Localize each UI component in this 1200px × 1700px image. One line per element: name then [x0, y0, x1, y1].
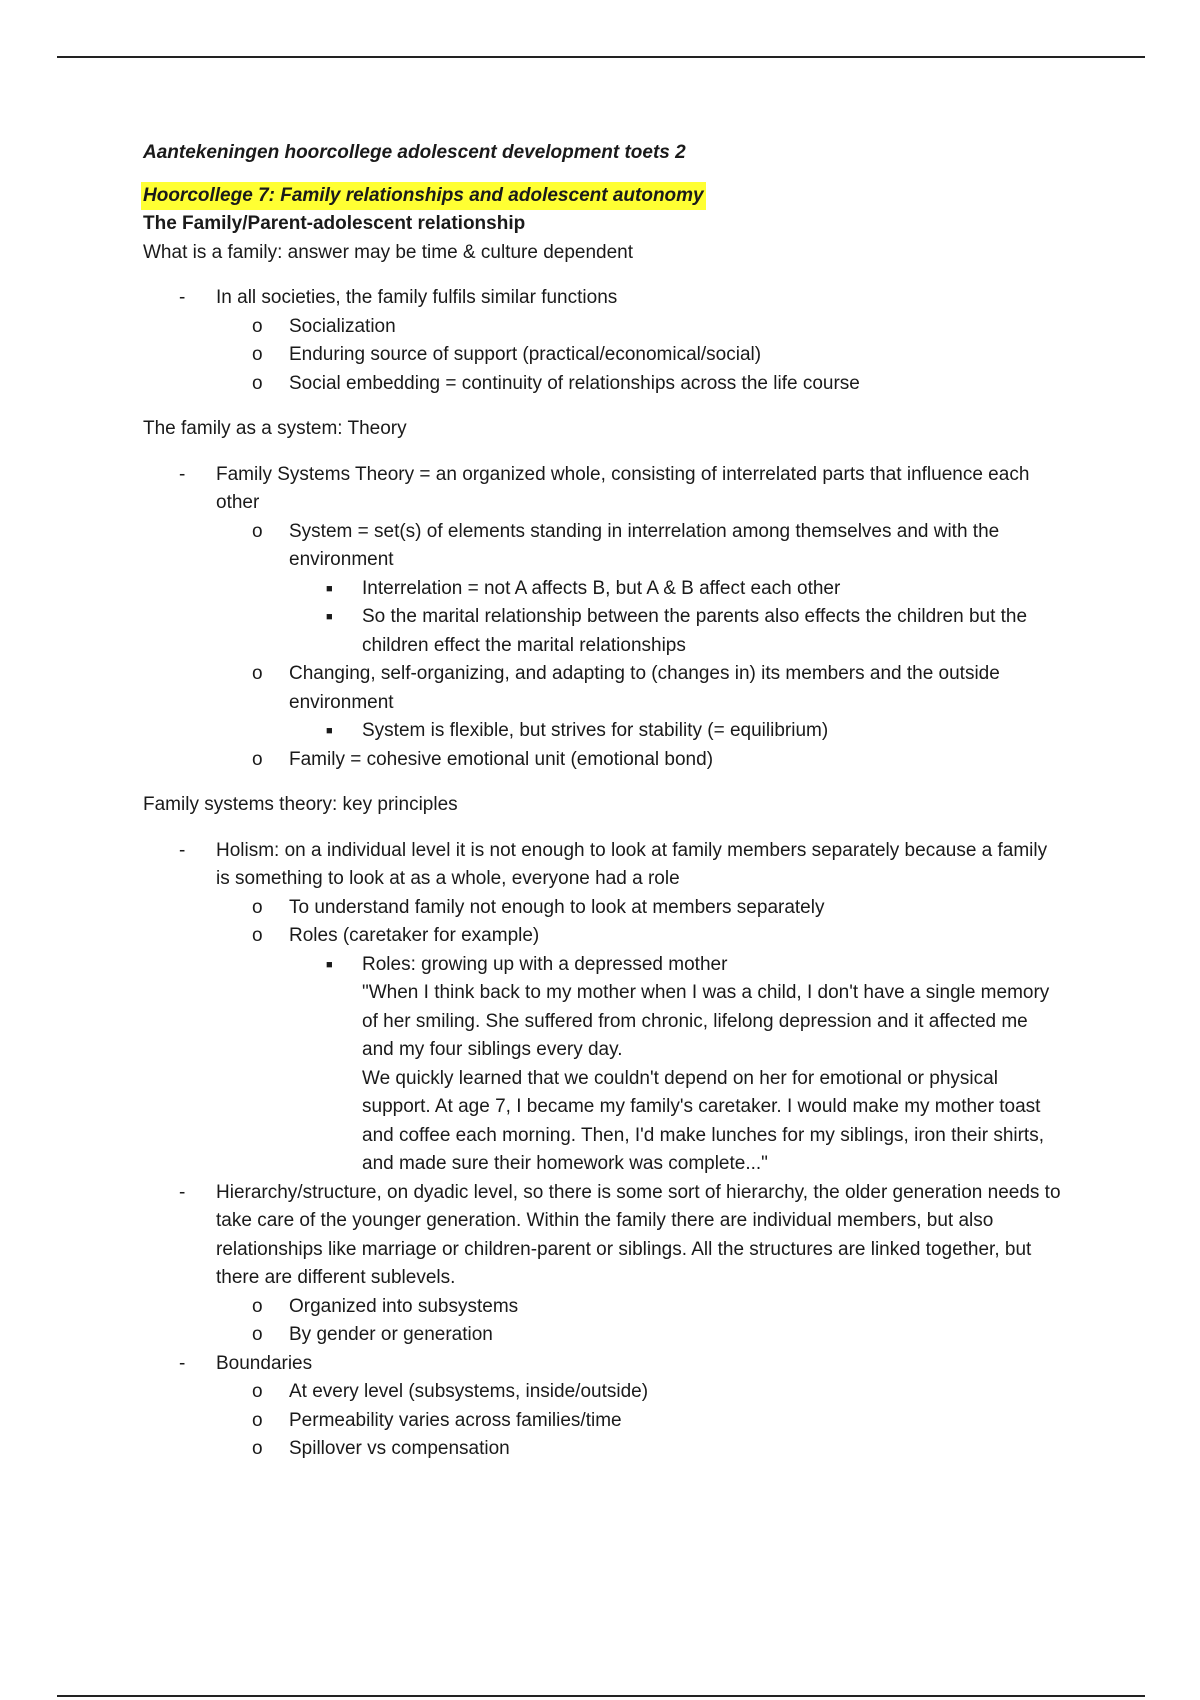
list-item: o Enduring source of support (practical/economical/social)	[143, 341, 1063, 370]
list-item: o Permeability varies across families/time	[143, 1407, 1063, 1436]
header-rule	[57, 56, 1145, 58]
list-item: - In all societies, the family fulfils similar functions	[143, 284, 1063, 313]
list-item: o Roles (caretaker for example)	[143, 922, 1063, 951]
list-item: ■ Interrelation = not A affects B, but A & B affect each other	[143, 575, 1063, 604]
circle-bullet-icon: o	[252, 344, 263, 365]
section-heading: The family as a system: Theory	[143, 418, 407, 439]
list-item: o Changing, self-organizing, and adapting to (changes in) its members and the outside environment	[143, 660, 1063, 717]
dash-bullet-icon: -	[179, 1181, 186, 1203]
dash-bullet-icon: -	[179, 287, 186, 308]
circle-bullet-icon: o	[252, 896, 263, 918]
dash-bullet-icon: -	[179, 463, 186, 485]
list-item: o Family = cohesive emotional unit (emotional bond)	[143, 746, 1063, 775]
circle-bullet-icon: o	[252, 748, 263, 770]
square-bullet-icon: ■	[326, 958, 333, 971]
circle-bullet-icon: o	[252, 925, 263, 946]
square-bullet-icon: ■	[326, 582, 333, 595]
circle-bullet-icon: o	[252, 663, 263, 684]
list-item: o Socialization	[143, 313, 1063, 342]
list-item: ■ System is flexible, but strives for stability (= equilibrium)	[143, 717, 1063, 746]
list-item: o At every level (subsystems, inside/outside)	[143, 1378, 1063, 1407]
list-item: - Hierarchy/structure, on dyadic level, so there is some sort of hierarchy, the older generation needs to take care of the younger generation. Within the family there are individual members, but also relationships like marriage or children-parent or siblings. All the structures are linked together, but there are different sublevels.	[143, 1179, 1063, 1293]
section-heading: The Family/Parent-adolescent relationship	[143, 213, 526, 234]
list-item: ■ Roles: growing up with a depressed mother	[143, 951, 1063, 980]
list-item: - Family Systems Theory = an organized whole, consisting of interrelated parts that influence each other	[143, 461, 1063, 518]
list-item: o Social embedding = continuity of relationships across the life course	[143, 370, 1063, 399]
circle-bullet-icon: o	[252, 1295, 263, 1317]
dash-bullet-icon: -	[179, 1352, 186, 1374]
section-heading: Family systems theory: key principles	[143, 794, 458, 815]
list-item: - Boundaries	[143, 1350, 1063, 1379]
circle-bullet-icon: o	[252, 1438, 263, 1459]
circle-bullet-icon: o	[252, 315, 263, 337]
lecture-heading: Hoorcollege 7: Family relationships and adolescent autonomy	[141, 182, 706, 211]
dash-bullet-icon: -	[179, 839, 186, 861]
circle-bullet-icon: o	[252, 520, 263, 542]
list-item: o By gender or generation	[143, 1321, 1063, 1350]
circle-bullet-icon: o	[252, 1409, 263, 1431]
quote-paragraph: "When I think back to my mother when I was a child, I don't have a single memory of her smiling. She suffered from chronic, lifelong depression and it affected me and my four siblings every day.	[362, 982, 1050, 1060]
list-item: - Holism: on a individual level it is not enough to look at family members separately because a family is something to look at as a whole, everyone had a role	[143, 837, 1063, 894]
footer-rule	[57, 1695, 1145, 1697]
document-title: Aantekeningen hoorcollege adolescent development toets 2	[143, 142, 686, 163]
circle-bullet-icon: o	[252, 372, 263, 394]
list-item: o Spillover vs compensation	[143, 1435, 1063, 1464]
square-bullet-icon: ■	[326, 725, 333, 737]
quote-paragraph: We quickly learned that we couldn't depend on her for emotional or physical support. At age 7, I became my family's caretaker. I would make my mother toast and coffee each morning. Then, I'd make lunches for my siblings, iron their shirts, and made sure their homework was complete..."	[362, 1067, 1044, 1174]
square-bullet-icon: ■	[326, 611, 333, 623]
list-item: ■ So the marital relationship between the parents also effects the children but the children effect the marital relationships	[143, 603, 1063, 660]
circle-bullet-icon: o	[252, 1381, 263, 1402]
list-item: o To understand family not enough to look at members separately	[143, 894, 1063, 923]
circle-bullet-icon: o	[252, 1324, 263, 1345]
list-item: o System = set(s) of elements standing in interrelation among themselves and with the environment	[143, 518, 1063, 575]
document-page	[143, 139, 1063, 1464]
paragraph: What is a family: answer may be time & culture dependent	[143, 241, 634, 263]
list-item: o Organized into subsystems	[143, 1293, 1063, 1322]
